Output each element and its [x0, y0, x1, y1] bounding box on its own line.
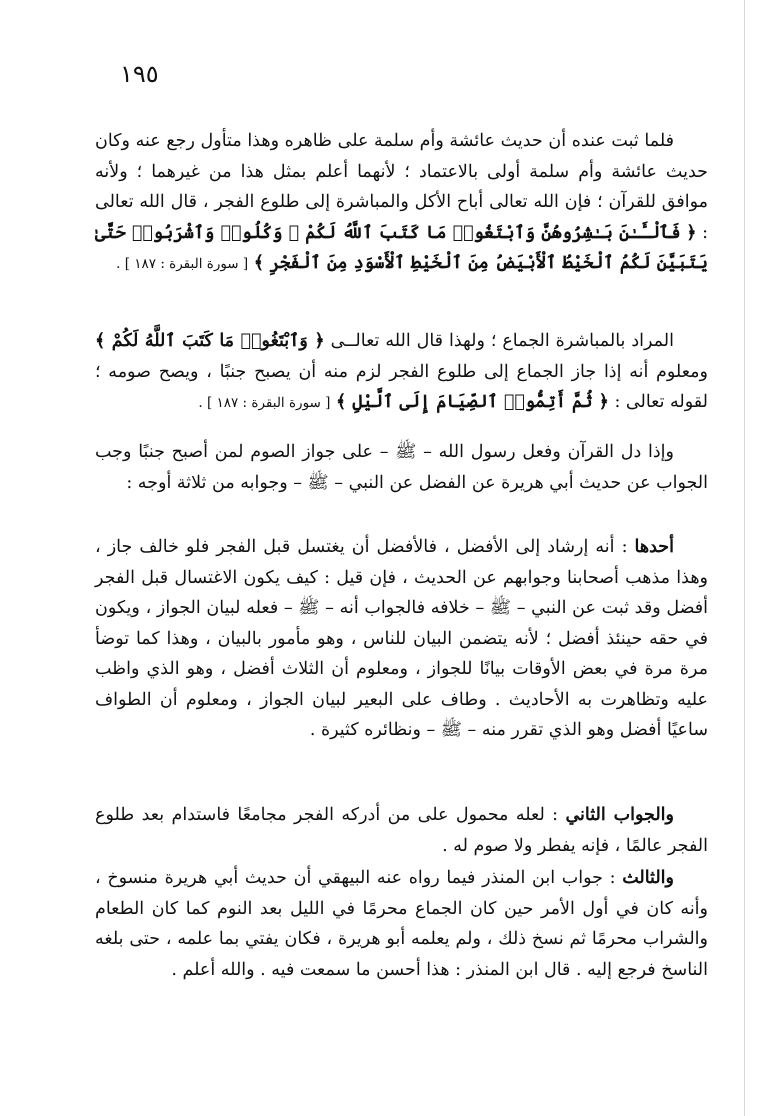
surah-reference: [ سورة البقرة : ١٨٧ ] .	[116, 256, 249, 272]
surah-reference-2: [ سورة البقرة : ١٨٧ ] .	[198, 395, 331, 411]
quran-verse-wabtaghu: ﴿ وَٱبْتَغُوا۟ مَا كَتَبَ ٱللَّهُ لَكُمْ ﴾	[95, 331, 325, 351]
heading-third-answer: والثالث	[622, 868, 674, 888]
scan-edge-line	[744, 0, 745, 1116]
page-number: ١٩٥	[120, 60, 159, 88]
paragraph-2-text-b: ومعلوم أنه إذا جاز الجماع إلى طلوع الفجر لزم منه أن يصبح جنبًا ، ويصح صومه ؛ لقوله تعالى :	[95, 361, 708, 412]
paragraph-1-text: فلما ثبت عنده أن حديث عائشة وأم سلمة على ظاهره وهذا متأول رجع عنه وكان حديث عائشة وأم سلمة أولى بالاعتماد ؛ لأنهما أعلم بمثل هذا من غيرهما ؛ ولأنه موافق للقرآن ؛ فإن الله تعالى أباح الأكل والمباشرة إلى طلوع الفجر ، قال الله تعالى :	[95, 131, 708, 243]
paragraph-1	[95, 126, 708, 280]
quran-verse-thumma-atimmu: ﴿ ثُمَّ أَتِمُّوا۟ ٱلصِّيَامَ إِلَى ٱلَّيْلِ ﴾	[336, 392, 609, 412]
quran-verse-baqarah-187: فَٱلْـَٔـٰنَ بَـٰشِرُوهُنَّ وَٱبْتَغُوا۟ مَا كَتَبَ ٱللَّهُ لَكُمْ ۚ وَكُلُوا۟ وَٱشْرَبُوا۟ حَتَّىٰ يَتَبَيَّنَ لَكُمُ ٱلْخَيْطُ ٱلْأَبْيَضُ مِنَ ٱلْخَيْطِ ٱلْأَسْوَدِ مِنَ ٱلْفَجْرِ	[95, 222, 708, 273]
paragraph-5-text: : لعله محمول على من أدركه الفجر مجامعًا فاستدام بعد طلوع الفجر عالمًا ، فإنه يفطر ولا صوم له .	[95, 805, 708, 856]
paragraph-4-text: : أنه إرشاد إلى الأفضل ، فالأفضل أن يغتسل قبل الفجر فلو خالف جاز ، وهذا مذهب أصحابنا وجوابهم عن الحديث ، فإن قيل : كيف يكون الاغتسال قبل الفجر أفضل وقد ثبت عن النبي – ﷺ – خلافه فالجواب أنه – ﷺ – فعله لبيان الجواز ، ويكون في حقه حينئذ أفضل ؛ لأنه يتضمن البيان للناس ، وهو مأمور بالبيان ، وهذا كما توضأ مرة مرة في بعض الأوقات بيانًا للجواز ، ومعلوم أن الثلاث أفضل ، وهو الذي واظب عليه وتظاهرت به الأحاديث . وطاف على البعير لبيان الجواز ، ومعلوم أن الطواف ساعيًا أفضل وهو الذي تقرر منه – ﷺ – ونظائره كثيرة .	[95, 537, 708, 740]
paragraph-5	[95, 800, 708, 861]
paragraph-3-text: وإذا دل القرآن وفعل رسول الله – ﷺ – على جواز الصوم لمن أصبح جنبًا وجب الجواب عن حديث أبي هريرة عن الفضل عن النبي – ﷺ – وجوابه من ثلاثة أوجه :	[95, 442, 708, 493]
paragraph-2-text-a: المراد بالمباشرة الجماع ؛ ولهذا قال الله تعالــى	[330, 331, 674, 351]
paragraph-2	[95, 326, 708, 419]
paragraph-6	[95, 863, 708, 985]
verse-open-bracket: ﴿	[686, 222, 697, 243]
verse-close-bracket: ﴾	[253, 253, 265, 273]
paragraph-6-text: : جواب ابن المنذر فيما رواه عنه البيهقي أن حديث أبي هريرة منسوخ ، وأنه كان في أول الأمر حين كان الجماع محرمًا في الليل بعد النوم كما كان الطعام والشراب محرمًا ثم نسخ ذلك ، ولم يعلمه أبو هريرة ، فكان يفتي بما علمه ، حتى بلغه الناسخ فرجع إليه . قال ابن المنذر : هذا أحسن ما سمعت فيه . والله أعلم .	[95, 868, 708, 980]
paragraph-4	[95, 532, 708, 746]
heading-second-answer: والجواب الثاني	[565, 805, 674, 825]
heading-first-answer: أحدها	[634, 537, 674, 557]
paragraph-3	[95, 437, 708, 498]
